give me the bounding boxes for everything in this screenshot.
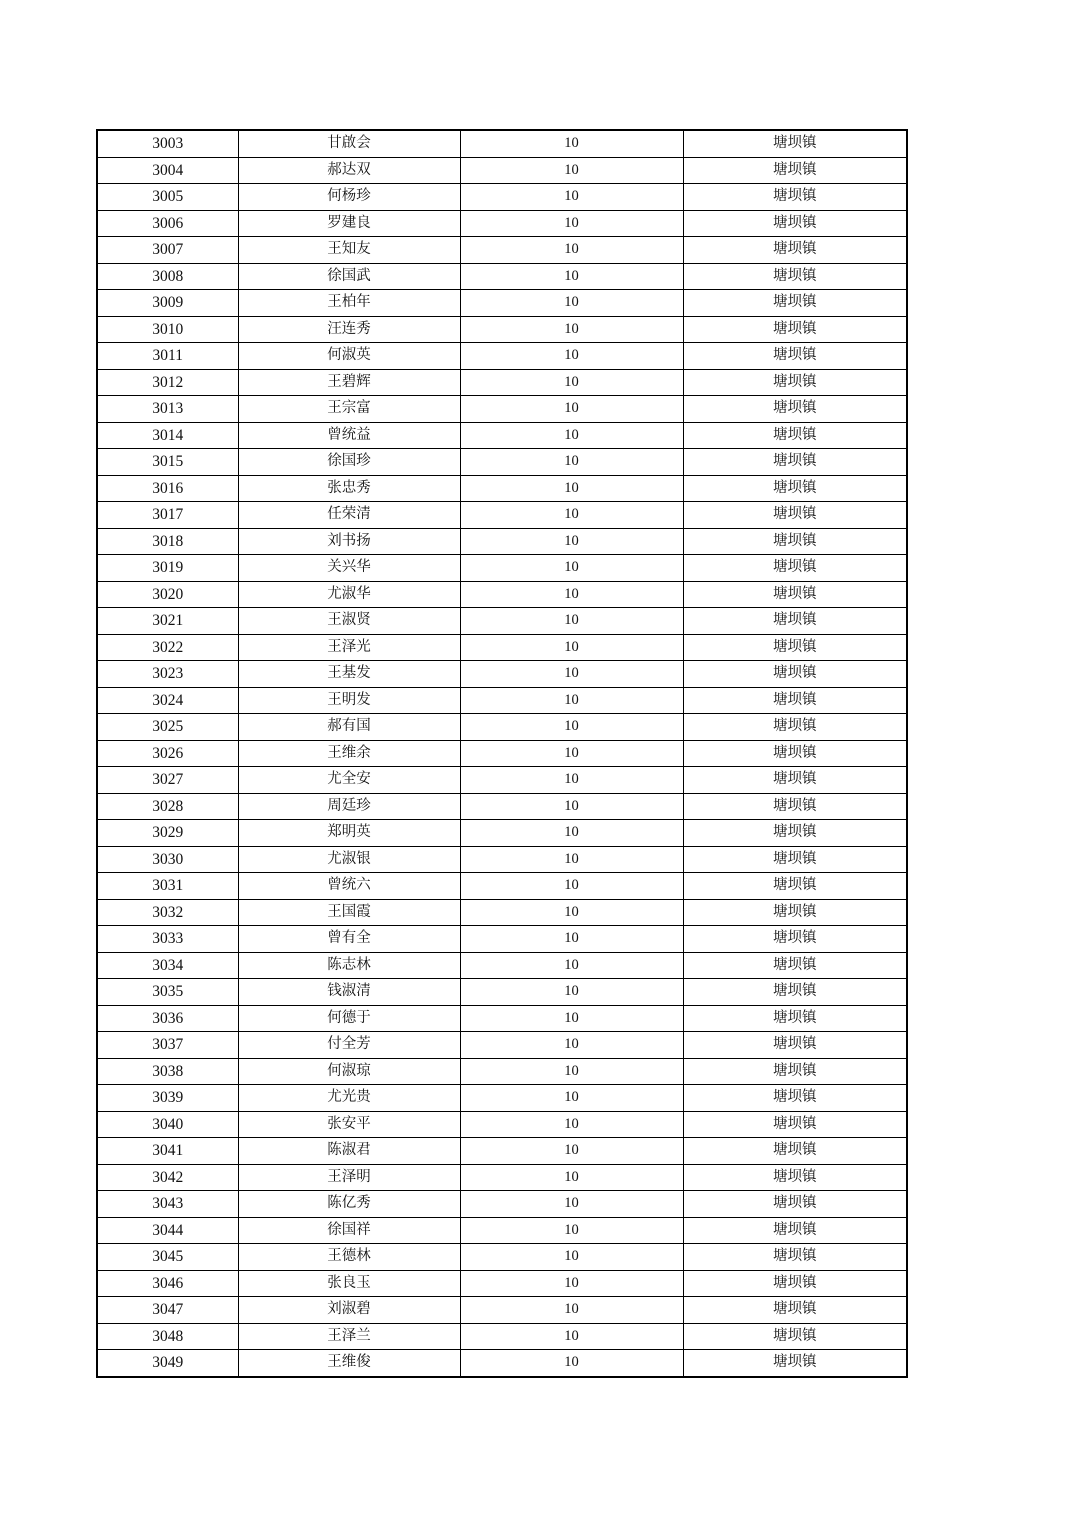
town-cell: 塘坝镇 [683, 157, 907, 184]
amount-cell: 10 [460, 263, 683, 290]
amount-cell: 10 [460, 422, 683, 449]
amount-cell: 10 [460, 634, 683, 661]
serial-number-cell: 3036 [97, 1005, 238, 1032]
amount-cell: 10 [460, 581, 683, 608]
table-row [97, 369, 907, 396]
table-row [97, 1032, 907, 1059]
person-name-cell: 付全芳 [238, 1032, 460, 1059]
town-cell: 塘坝镇 [683, 873, 907, 900]
town-cell: 塘坝镇 [683, 1323, 907, 1350]
town-cell: 塘坝镇 [683, 634, 907, 661]
person-name-cell: 王基发 [238, 661, 460, 688]
town-cell: 塘坝镇 [683, 369, 907, 396]
town-cell: 塘坝镇 [683, 237, 907, 264]
amount-cell: 10 [460, 608, 683, 635]
serial-number-cell: 3012 [97, 369, 238, 396]
town-cell: 塘坝镇 [683, 793, 907, 820]
person-name-cell: 郝有国 [238, 714, 460, 741]
town-cell: 塘坝镇 [683, 1085, 907, 1112]
town-cell: 塘坝镇 [683, 952, 907, 979]
person-name-cell: 张良玉 [238, 1270, 460, 1297]
town-cell: 塘坝镇 [683, 979, 907, 1006]
serial-number-cell: 3027 [97, 767, 238, 794]
table-row [97, 1217, 907, 1244]
town-cell: 塘坝镇 [683, 1270, 907, 1297]
town-cell: 塘坝镇 [683, 608, 907, 635]
town-cell: 塘坝镇 [683, 846, 907, 873]
amount-cell: 10 [460, 449, 683, 476]
person-name-cell: 尤全安 [238, 767, 460, 794]
serial-number-cell: 3003 [97, 130, 238, 157]
person-name-cell: 罗建良 [238, 210, 460, 237]
table-row [97, 899, 907, 926]
table-row [97, 1164, 907, 1191]
amount-cell: 10 [460, 502, 683, 529]
person-name-cell: 徐国珍 [238, 449, 460, 476]
person-name-cell: 王维俊 [238, 1350, 460, 1377]
serial-number-cell: 3020 [97, 581, 238, 608]
amount-cell: 10 [460, 926, 683, 953]
serial-number-cell: 3047 [97, 1297, 238, 1324]
amount-cell: 10 [460, 1270, 683, 1297]
person-name-cell: 王知友 [238, 237, 460, 264]
person-name-cell: 陈志林 [238, 952, 460, 979]
person-name-cell: 陈淑君 [238, 1138, 460, 1165]
person-name-cell: 曾有全 [238, 926, 460, 953]
table-row [97, 661, 907, 688]
table-row [97, 687, 907, 714]
person-name-cell: 周廷珍 [238, 793, 460, 820]
amount-cell: 10 [460, 210, 683, 237]
town-cell: 塘坝镇 [683, 1138, 907, 1165]
table-row [97, 1244, 907, 1271]
serial-number-cell: 3034 [97, 952, 238, 979]
amount-cell: 10 [460, 396, 683, 423]
amount-cell: 10 [460, 316, 683, 343]
serial-number-cell: 3022 [97, 634, 238, 661]
table-row [97, 1058, 907, 1085]
amount-cell: 10 [460, 369, 683, 396]
amount-cell: 10 [460, 1138, 683, 1165]
table-row [97, 555, 907, 582]
town-cell: 塘坝镇 [683, 1032, 907, 1059]
town-cell: 塘坝镇 [683, 740, 907, 767]
person-name-cell: 王碧辉 [238, 369, 460, 396]
town-cell: 塘坝镇 [683, 1350, 907, 1377]
amount-cell: 10 [460, 528, 683, 555]
person-name-cell: 王维余 [238, 740, 460, 767]
serial-number-cell: 3005 [97, 184, 238, 211]
amount-cell: 10 [460, 740, 683, 767]
serial-number-cell: 3037 [97, 1032, 238, 1059]
table-row [97, 449, 907, 476]
amount-cell: 10 [460, 1244, 683, 1271]
town-cell: 塘坝镇 [683, 1297, 907, 1324]
serial-number-cell: 3030 [97, 846, 238, 873]
table-row [97, 422, 907, 449]
amount-cell: 10 [460, 952, 683, 979]
amount-cell: 10 [460, 1350, 683, 1377]
serial-number-cell: 3042 [97, 1164, 238, 1191]
serial-number-cell: 3035 [97, 979, 238, 1006]
table-row [97, 130, 907, 157]
person-name-cell: 陈亿秀 [238, 1191, 460, 1218]
table-row [97, 608, 907, 635]
person-name-cell: 刘书扬 [238, 528, 460, 555]
person-name-cell: 何德于 [238, 1005, 460, 1032]
serial-number-cell: 3007 [97, 237, 238, 264]
amount-cell: 10 [460, 979, 683, 1006]
town-cell: 塘坝镇 [683, 899, 907, 926]
table-row [97, 184, 907, 211]
serial-number-cell: 3043 [97, 1191, 238, 1218]
town-cell: 塘坝镇 [683, 184, 907, 211]
table-row [97, 1323, 907, 1350]
person-name-cell: 郑明英 [238, 820, 460, 847]
town-cell: 塘坝镇 [683, 1164, 907, 1191]
table-row [97, 475, 907, 502]
serial-number-cell: 3028 [97, 793, 238, 820]
table-row [97, 581, 907, 608]
amount-cell: 10 [460, 873, 683, 900]
serial-number-cell: 3015 [97, 449, 238, 476]
table-row [97, 502, 907, 529]
amount-cell: 10 [460, 475, 683, 502]
table-row [97, 979, 907, 1006]
town-cell: 塘坝镇 [683, 396, 907, 423]
amount-cell: 10 [460, 1323, 683, 1350]
person-name-cell: 王泽兰 [238, 1323, 460, 1350]
serial-number-cell: 3032 [97, 899, 238, 926]
amount-cell: 10 [460, 555, 683, 582]
serial-number-cell: 3014 [97, 422, 238, 449]
person-name-cell: 王国霞 [238, 899, 460, 926]
town-cell: 塘坝镇 [683, 714, 907, 741]
serial-number-cell: 3048 [97, 1323, 238, 1350]
serial-number-cell: 3025 [97, 714, 238, 741]
town-cell: 塘坝镇 [683, 316, 907, 343]
person-name-cell: 关兴华 [238, 555, 460, 582]
table-row [97, 1111, 907, 1138]
table-row [97, 210, 907, 237]
table-row [97, 1005, 907, 1032]
serial-number-cell: 3023 [97, 661, 238, 688]
serial-number-cell: 3033 [97, 926, 238, 953]
table-row [97, 634, 907, 661]
table-row [97, 793, 907, 820]
serial-number-cell: 3008 [97, 263, 238, 290]
amount-cell: 10 [460, 1191, 683, 1218]
table-row [97, 846, 907, 873]
serial-number-cell: 3024 [97, 687, 238, 714]
table-row [97, 237, 907, 264]
table-row [97, 952, 907, 979]
serial-number-cell: 3018 [97, 528, 238, 555]
table-row [97, 820, 907, 847]
serial-number-cell: 3017 [97, 502, 238, 529]
serial-number-cell: 3040 [97, 1111, 238, 1138]
serial-number-cell: 3011 [97, 343, 238, 370]
serial-number-cell: 3026 [97, 740, 238, 767]
table-row [97, 1350, 907, 1377]
person-name-cell: 汪连秀 [238, 316, 460, 343]
table-row [97, 157, 907, 184]
table-row [97, 528, 907, 555]
town-cell: 塘坝镇 [683, 926, 907, 953]
town-cell: 塘坝镇 [683, 820, 907, 847]
person-name-cell: 尤光贵 [238, 1085, 460, 1112]
person-name-cell: 何杨珍 [238, 184, 460, 211]
amount-cell: 10 [460, 343, 683, 370]
amount-cell: 10 [460, 1085, 683, 1112]
person-name-cell: 尤淑银 [238, 846, 460, 873]
table-row [97, 1085, 907, 1112]
town-cell: 塘坝镇 [683, 263, 907, 290]
serial-number-cell: 3013 [97, 396, 238, 423]
town-cell: 塘坝镇 [683, 1005, 907, 1032]
table-row [97, 1138, 907, 1165]
amount-cell: 10 [460, 1005, 683, 1032]
person-name-cell: 张忠秀 [238, 475, 460, 502]
table-row [97, 926, 907, 953]
town-cell: 塘坝镇 [683, 581, 907, 608]
town-cell: 塘坝镇 [683, 1191, 907, 1218]
amount-cell: 10 [460, 1058, 683, 1085]
serial-number-cell: 3039 [97, 1085, 238, 1112]
person-name-cell: 曾统六 [238, 873, 460, 900]
amount-cell: 10 [460, 1217, 683, 1244]
amount-cell: 10 [460, 1111, 683, 1138]
table-row [97, 263, 907, 290]
person-name-cell: 何淑英 [238, 343, 460, 370]
table-row [97, 767, 907, 794]
table-row [97, 1297, 907, 1324]
serial-number-cell: 3031 [97, 873, 238, 900]
table-body [97, 130, 907, 1377]
town-cell: 塘坝镇 [683, 661, 907, 688]
person-name-cell: 王泽明 [238, 1164, 460, 1191]
amount-cell: 10 [460, 157, 683, 184]
person-name-cell: 尤淑华 [238, 581, 460, 608]
serial-number-cell: 3021 [97, 608, 238, 635]
town-cell: 塘坝镇 [683, 502, 907, 529]
serial-number-cell: 3019 [97, 555, 238, 582]
town-cell: 塘坝镇 [683, 767, 907, 794]
amount-cell: 10 [460, 767, 683, 794]
town-cell: 塘坝镇 [683, 1058, 907, 1085]
table-row [97, 873, 907, 900]
town-cell: 塘坝镇 [683, 1244, 907, 1271]
amount-cell: 10 [460, 1032, 683, 1059]
town-cell: 塘坝镇 [683, 687, 907, 714]
person-name-cell: 王柏年 [238, 290, 460, 317]
amount-cell: 10 [460, 793, 683, 820]
person-name-cell: 王明发 [238, 687, 460, 714]
table-row [97, 343, 907, 370]
town-cell: 塘坝镇 [683, 422, 907, 449]
person-name-cell: 王淑贤 [238, 608, 460, 635]
person-name-cell: 王泽光 [238, 634, 460, 661]
town-cell: 塘坝镇 [683, 1217, 907, 1244]
table-row [97, 714, 907, 741]
amount-cell: 10 [460, 237, 683, 264]
amount-cell: 10 [460, 1164, 683, 1191]
amount-cell: 10 [460, 714, 683, 741]
serial-number-cell: 3006 [97, 210, 238, 237]
person-name-cell: 徐国武 [238, 263, 460, 290]
town-cell: 塘坝镇 [683, 555, 907, 582]
town-cell: 塘坝镇 [683, 343, 907, 370]
serial-number-cell: 3044 [97, 1217, 238, 1244]
table-row [97, 740, 907, 767]
person-name-cell: 徐国祥 [238, 1217, 460, 1244]
town-cell: 塘坝镇 [683, 290, 907, 317]
person-name-cell: 张安平 [238, 1111, 460, 1138]
serial-number-cell: 3010 [97, 316, 238, 343]
serial-number-cell: 3045 [97, 1244, 238, 1271]
person-name-cell: 郝达双 [238, 157, 460, 184]
amount-cell: 10 [460, 1297, 683, 1324]
person-name-cell: 钱淑清 [238, 979, 460, 1006]
serial-number-cell: 3041 [97, 1138, 238, 1165]
town-cell: 塘坝镇 [683, 475, 907, 502]
town-cell: 塘坝镇 [683, 1111, 907, 1138]
table-row [97, 1191, 907, 1218]
person-name-cell: 王宗富 [238, 396, 460, 423]
amount-cell: 10 [460, 290, 683, 317]
table-row [97, 316, 907, 343]
town-cell: 塘坝镇 [683, 210, 907, 237]
serial-number-cell: 3046 [97, 1270, 238, 1297]
serial-number-cell: 3009 [97, 290, 238, 317]
table-row [97, 1270, 907, 1297]
amount-cell: 10 [460, 820, 683, 847]
person-name-cell: 曾统益 [238, 422, 460, 449]
amount-cell: 10 [460, 130, 683, 157]
town-cell: 塘坝镇 [683, 449, 907, 476]
table-row [97, 396, 907, 423]
subsidy-list-table [96, 129, 908, 1378]
serial-number-cell: 3049 [97, 1350, 238, 1377]
person-name-cell: 甘啟会 [238, 130, 460, 157]
person-name-cell: 任荣清 [238, 502, 460, 529]
town-cell: 塘坝镇 [683, 528, 907, 555]
serial-number-cell: 3004 [97, 157, 238, 184]
person-name-cell: 刘淑碧 [238, 1297, 460, 1324]
amount-cell: 10 [460, 687, 683, 714]
town-cell: 塘坝镇 [683, 130, 907, 157]
serial-number-cell: 3038 [97, 1058, 238, 1085]
person-name-cell: 王德林 [238, 1244, 460, 1271]
serial-number-cell: 3029 [97, 820, 238, 847]
person-name-cell: 何淑琼 [238, 1058, 460, 1085]
amount-cell: 10 [460, 846, 683, 873]
amount-cell: 10 [460, 661, 683, 688]
amount-cell: 10 [460, 899, 683, 926]
amount-cell: 10 [460, 184, 683, 211]
serial-number-cell: 3016 [97, 475, 238, 502]
table-row [97, 290, 907, 317]
